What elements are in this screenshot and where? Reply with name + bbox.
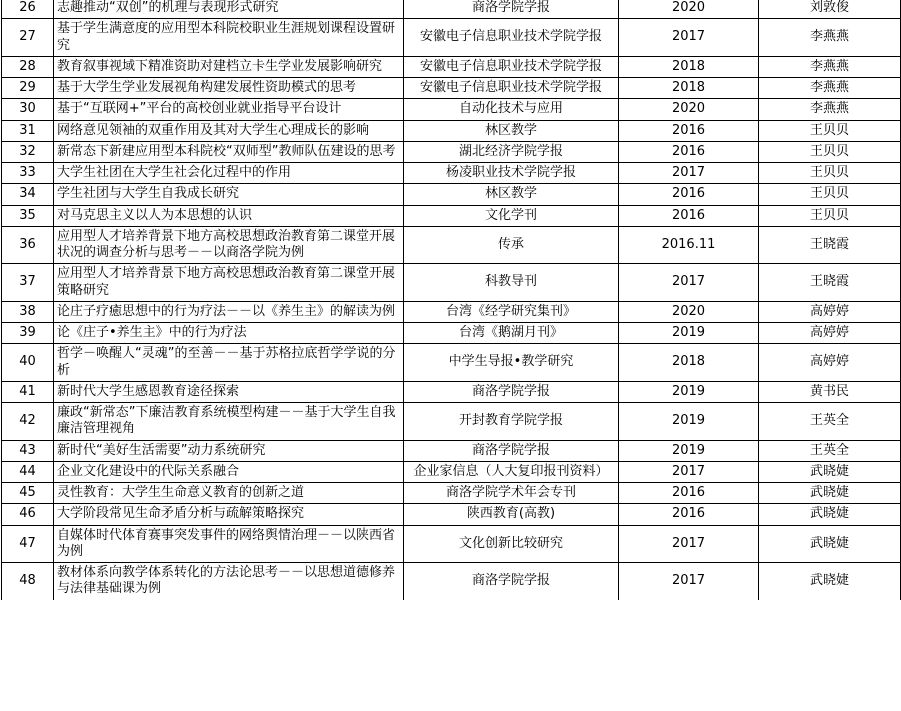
cell-author: 王贝贝	[759, 163, 901, 184]
cell-author: 李燕燕	[759, 56, 901, 77]
cell-title: 论《庄子•养生主》中的行为疗法	[54, 323, 404, 344]
cell-year: 2018	[619, 78, 759, 99]
cell-year: 2016	[619, 120, 759, 141]
cell-journal: 林区教学	[404, 120, 619, 141]
cell-year: 2016	[619, 205, 759, 226]
table-row	[2, 264, 901, 302]
cell-year: 2019	[619, 403, 759, 441]
cell-year: 2020	[619, 301, 759, 322]
cell-journal: 台湾《鹅湖月刊》	[404, 323, 619, 344]
cell-index: 32	[2, 141, 54, 162]
cell-journal: 中学生导报•教学研究	[404, 344, 619, 382]
cell-author: 王英全	[759, 403, 901, 441]
cell-year: 2017	[619, 525, 759, 563]
cell-journal: 商洛学院学报	[404, 440, 619, 461]
table-row	[2, 344, 901, 382]
table-row	[2, 301, 901, 322]
cell-index: 36	[2, 226, 54, 264]
cell-title: 灵性教育：大学生生命意义教育的创新之道	[54, 483, 404, 504]
cell-journal: 企业家信息（人大复印报刊资料）	[404, 461, 619, 482]
cell-journal: 林区教学	[404, 184, 619, 205]
cell-index: 47	[2, 525, 54, 563]
cell-journal: 商洛学院学报	[404, 563, 619, 600]
cell-year: 2017	[619, 563, 759, 600]
table-row	[2, 141, 901, 162]
cell-author: 武晓婕	[759, 483, 901, 504]
cell-index: 44	[2, 461, 54, 482]
cell-year: 2016.11	[619, 226, 759, 264]
cell-journal: 商洛学院学术年会专刊	[404, 483, 619, 504]
cell-title: 对马克思主义以人为本思想的认识	[54, 205, 404, 226]
cell-index: 27	[2, 19, 54, 57]
cell-author: 王贝贝	[759, 141, 901, 162]
publication-table	[1, 0, 901, 600]
cell-index: 39	[2, 323, 54, 344]
cell-journal: 安徽电子信息职业技术学院学报	[404, 56, 619, 77]
cell-year: 2020	[619, 99, 759, 120]
cell-index: 34	[2, 184, 54, 205]
table-body	[2, 0, 901, 600]
cell-journal: 陕西教育(高教)	[404, 504, 619, 525]
cell-journal: 台湾《经学研究集刊》	[404, 301, 619, 322]
cell-title: 基于学生满意度的应用型本科院校职业生涯规划课程设置研究	[54, 19, 404, 57]
cell-year: 2017	[619, 19, 759, 57]
cell-year: 2017	[619, 163, 759, 184]
cell-journal: 杨凌职业技术学院学报	[404, 163, 619, 184]
cell-author: 王贝贝	[759, 120, 901, 141]
table-row	[2, 120, 901, 141]
cell-index: 45	[2, 483, 54, 504]
cell-index: 35	[2, 205, 54, 226]
cell-year: 2016	[619, 141, 759, 162]
cell-title: 网络意见领袖的双重作用及其对大学生心理成长的影响	[54, 120, 404, 141]
cell-index: 46	[2, 504, 54, 525]
cell-title: 学生社团与大学生自我成长研究	[54, 184, 404, 205]
cell-author: 王贝贝	[759, 205, 901, 226]
cell-journal: 安徽电子信息职业技术学院学报	[404, 19, 619, 57]
cell-title: 志趣推动“双创”的机理与表现形式研究	[54, 0, 404, 19]
cell-year: 2017	[619, 264, 759, 302]
cell-title: 教材体系向教学体系转化的方法论思考－－以思想道德修养与法律基础课为例	[54, 563, 404, 600]
table-row	[2, 323, 901, 344]
cell-journal: 传承	[404, 226, 619, 264]
cell-author: 王英全	[759, 440, 901, 461]
cell-index: 26	[2, 0, 54, 19]
cell-journal: 湖北经济学院学报	[404, 141, 619, 162]
cell-author: 黄书民	[759, 381, 901, 402]
cell-author: 高婷婷	[759, 301, 901, 322]
cell-author: 李燕燕	[759, 78, 901, 99]
cell-author: 李燕燕	[759, 19, 901, 57]
cell-title: 基于“互联网+”平台的高校创业就业指导平台设计	[54, 99, 404, 120]
cell-title: 廉政“新常态”下廉洁教育系统模型构建－－基于大学生自我廉洁管理视角	[54, 403, 404, 441]
cell-title: 哲学－唤醒人“灵魂”的至善－－基于苏格拉底哲学学说的分析	[54, 344, 404, 382]
cell-year: 2019	[619, 381, 759, 402]
cell-index: 42	[2, 403, 54, 441]
cell-title: 应用型人才培养背景下地方高校思想政治教育第二课堂开展状况的调查分析与思考－－以商洛学院为例	[54, 226, 404, 264]
cell-title: 新时代“美好生活需要”动力系统研究	[54, 440, 404, 461]
cell-author: 武晓婕	[759, 504, 901, 525]
cell-year: 2019	[619, 323, 759, 344]
table-row	[2, 461, 901, 482]
cell-index: 33	[2, 163, 54, 184]
table-row	[2, 205, 901, 226]
table-row	[2, 19, 901, 57]
cell-index: 40	[2, 344, 54, 382]
cell-year: 2016	[619, 184, 759, 205]
table-row	[2, 381, 901, 402]
cell-title: 企业文化建设中的代际关系融合	[54, 461, 404, 482]
cell-title: 新常态下新建应用型本科院校“双师型”教师队伍建设的思考	[54, 141, 404, 162]
table-row	[2, 226, 901, 264]
cell-title: 大学生社团在大学生社会化过程中的作用	[54, 163, 404, 184]
cell-title: 大学阶段常见生命矛盾分析与疏解策略探究	[54, 504, 404, 525]
cell-author: 王贝贝	[759, 184, 901, 205]
table-row	[2, 163, 901, 184]
cell-author: 武晓婕	[759, 563, 901, 600]
cell-title: 基于大学生学业发展视角构建发展性资助模式的思考	[54, 78, 404, 99]
cell-author: 高婷婷	[759, 344, 901, 382]
cell-author: 高婷婷	[759, 323, 901, 344]
cell-index: 37	[2, 264, 54, 302]
cell-title: 论庄子疗癒思想中的行为疗法－－以《养生主》的解读为例	[54, 301, 404, 322]
table-row	[2, 99, 901, 120]
table-row	[2, 525, 901, 563]
cell-title: 自媒体时代体育赛事突发事件的网络舆情治理－－以陕西省为例	[54, 525, 404, 563]
cell-index: 30	[2, 99, 54, 120]
table-row	[2, 403, 901, 441]
cell-title: 应用型人才培养背景下地方高校思想政治教育第二课堂开展策略研究	[54, 264, 404, 302]
cell-journal: 文化学刊	[404, 205, 619, 226]
cell-author: 王晓霞	[759, 226, 901, 264]
cell-journal: 文化创新比较研究	[404, 525, 619, 563]
table-row	[2, 0, 901, 19]
table-row	[2, 440, 901, 461]
cell-index: 41	[2, 381, 54, 402]
cell-year: 2016	[619, 483, 759, 504]
cell-year: 2018	[619, 344, 759, 382]
cell-author: 刘敦俊	[759, 0, 901, 19]
cell-year: 2017	[619, 461, 759, 482]
cell-index: 43	[2, 440, 54, 461]
cell-index: 29	[2, 78, 54, 99]
cell-year: 2018	[619, 56, 759, 77]
cell-year: 2016	[619, 504, 759, 525]
cell-author: 李燕燕	[759, 99, 901, 120]
cell-title: 教育叙事视域下精准资助对建档立卡生学业发展影响研究	[54, 56, 404, 77]
cell-year: 2019	[619, 440, 759, 461]
cell-journal: 科教导刊	[404, 264, 619, 302]
table-row	[2, 56, 901, 77]
cell-author: 武晓婕	[759, 525, 901, 563]
cell-year: 2020	[619, 0, 759, 19]
cell-journal: 商洛学院学报	[404, 381, 619, 402]
cell-author: 武晓婕	[759, 461, 901, 482]
table-row	[2, 78, 901, 99]
cell-title: 新时代大学生感恩教育途径探索	[54, 381, 404, 402]
cell-author: 王晓霞	[759, 264, 901, 302]
table-row	[2, 184, 901, 205]
cell-journal: 商洛学院学报	[404, 0, 619, 19]
cell-index: 48	[2, 563, 54, 600]
cell-journal: 安徽电子信息职业技术学院学报	[404, 78, 619, 99]
cell-index: 38	[2, 301, 54, 322]
cell-journal: 自动化技术与应用	[404, 99, 619, 120]
table-row	[2, 504, 901, 525]
cell-index: 31	[2, 120, 54, 141]
table-row	[2, 483, 901, 504]
cell-journal: 开封教育学院学报	[404, 403, 619, 441]
cell-index: 28	[2, 56, 54, 77]
table-row	[2, 563, 901, 600]
